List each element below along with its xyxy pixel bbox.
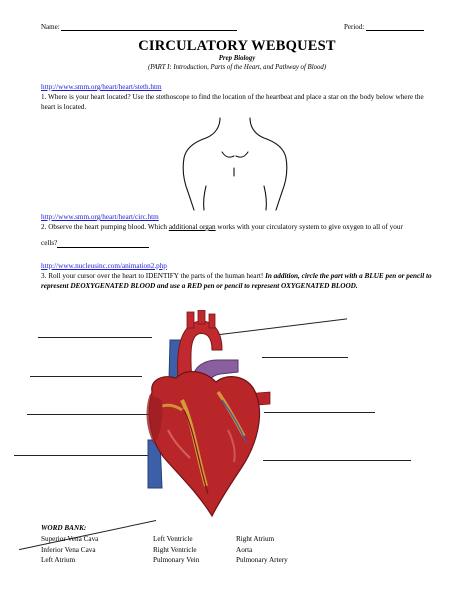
period-label: Period: [344, 23, 365, 31]
name-label: Name: [41, 23, 60, 31]
q2-text [41, 222, 441, 232]
q2-answer-blank[interactable] [57, 239, 149, 248]
name-blank[interactable] [61, 22, 237, 31]
word-bank-col-3 [236, 534, 288, 566]
q2-text-underlined: additional organ [168, 223, 216, 231]
name-field [41, 22, 237, 31]
q1-link[interactable]: http://www.smm.org/heart/heart/steth.htm [41, 83, 162, 91]
q2-text-a: 2. Observe the heart pumping blood. Which [41, 223, 169, 231]
q3-text [41, 271, 441, 291]
q3-text-a: 3. Roll your cursor over the heart to IDENTIFY the parts of the human heart! [41, 272, 266, 280]
q2-answer-line [41, 238, 149, 248]
word-left-ventricle: Left Ventricle [153, 535, 193, 543]
q3-link[interactable]: http://www.nucleusinc.com/animation2.php [41, 262, 167, 270]
word-left-atrium: Left Atrium [41, 556, 76, 564]
word-pulmonary-artery: Pulmonary Artery [236, 556, 288, 564]
q2-link[interactable]: http://www.smm.org/heart/heart/circ.htm [41, 213, 159, 221]
word-aorta: Aorta [236, 545, 253, 554]
word-bank-title: WORD BANK: [41, 524, 87, 532]
word-bank-col-1 [41, 534, 98, 566]
part-description: (PART I: Introduction, Parts of the Heart, and Pathway of Blood) [147, 64, 327, 71]
q3-text-emphasis: In addition, circle the part with a BLUE pen or pencil to represent DEOXYGENATED BLOOD and use a RED pen or pencil to represent OXYGENATED BLOOD. [41, 272, 432, 290]
period-field [344, 22, 424, 31]
page-subtitle: Prep Biology [218, 55, 256, 62]
page-title: CIRCULATORY WEBQUEST [138, 38, 336, 54]
q1-text: 1. Where is your heart located? Use the stethoscope to find the location of the heartbeat and place a star on the body below where the heart is located. [41, 93, 424, 111]
word-bank-col-2 [153, 534, 199, 566]
heart-illustration[interactable] [132, 310, 282, 520]
word-pulmonary-vein: Pulmonary Vein [153, 556, 200, 564]
q2-cells-label: cells? [41, 239, 58, 247]
word-right-ventricle: Right Ventricle [153, 545, 197, 554]
period-blank[interactable] [366, 22, 424, 31]
label-line-8[interactable] [263, 460, 411, 461]
word-right-atrium: Right Atrium [236, 535, 275, 543]
word-inferior-vena-cava: Inferior Vena Cava [41, 545, 96, 554]
label-line-3[interactable] [30, 376, 142, 377]
q2-text-b: works with your circulatory system to give oxygen to all of your [215, 223, 403, 231]
word-superior-vena-cava: Superior Vena Cava [41, 535, 99, 543]
body-outline[interactable] [170, 112, 300, 212]
